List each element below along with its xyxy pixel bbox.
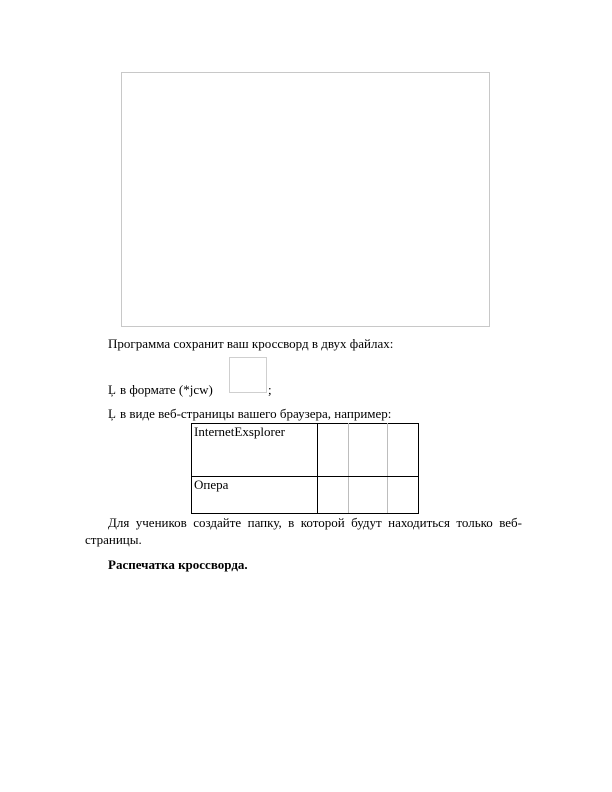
bullet-jcw-semicolon: ; [268,382,272,397]
table-row [192,477,419,514]
table-cell [388,424,419,477]
bullet-marker: Ļ [108,406,116,421]
student-folder-paragraph: Для учеников создайте папку, в которой будут находиться только веб-страницы. [85,515,522,547]
bullet-web-text: в виде веб-страницы вашего браузера, например: [120,406,392,421]
table-cell [349,477,388,514]
browser-name-cell: Опера [192,477,318,514]
table-cell [318,477,349,514]
bullet-web-page [108,406,391,422]
bullet-jcw-text: в формате (*jcw) [120,382,213,397]
section-heading: Распечатка кроссворда. [108,557,248,572]
crossword-image-frame [121,72,490,327]
table-cell [318,424,349,477]
jcw-icon-placeholder [229,357,267,393]
bullet-marker: Ļ [108,382,116,397]
browser-name-cell: InternetExsplorer [192,424,318,477]
table-row [192,424,419,477]
table-cell [388,477,419,514]
intro-text: Программа сохранит ваш кроссворд в двух файлах: [108,336,394,351]
bullet-jcw-format [108,382,213,398]
intro-paragraph [108,336,393,352]
table-cell [349,424,388,477]
browser-table [191,423,419,514]
